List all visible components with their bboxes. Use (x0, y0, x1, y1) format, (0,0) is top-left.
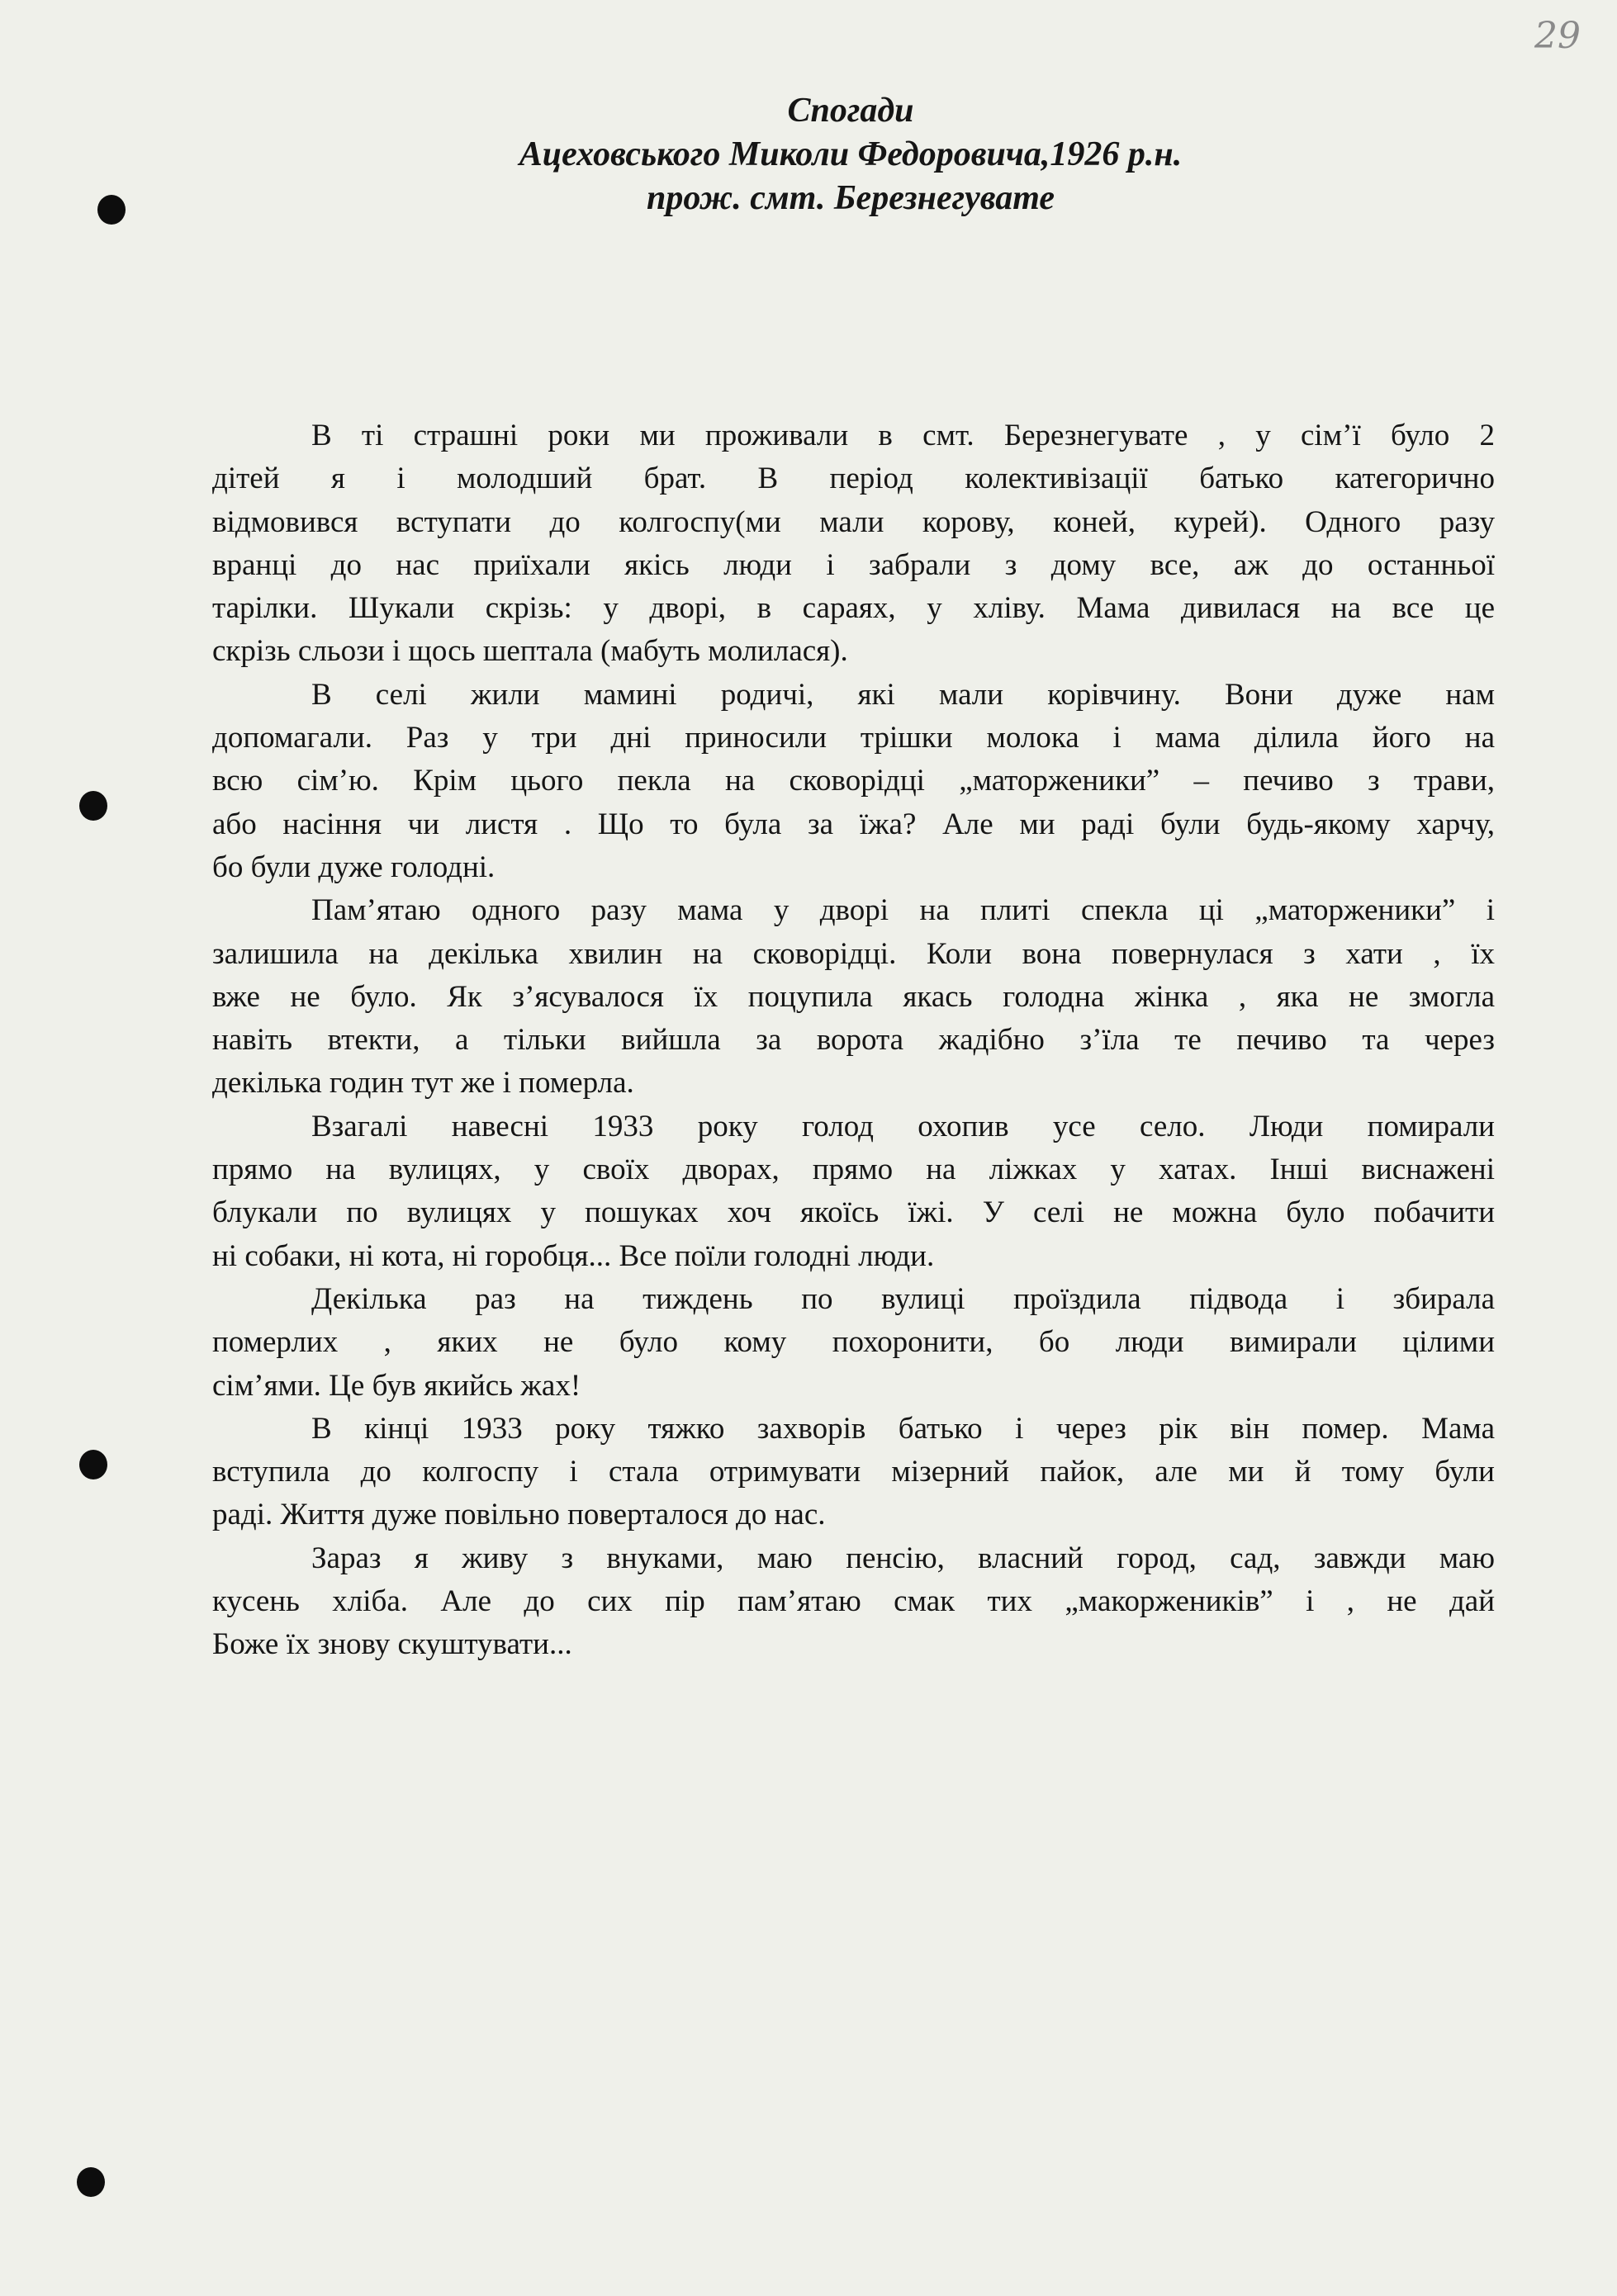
text-line: В селі жили мамині родичі, які мали корівчину. Вони дуже нам (311, 677, 1495, 712)
punch-hole (77, 2167, 105, 2197)
text-line: В ті страшні роки ми проживали в смт. Березнегувате , у сім’ї було 2 (311, 419, 1495, 452)
text-line: вступила до колгоспу і стала отримувати мізерний пайок, але ми й тому були (212, 1455, 1495, 1489)
punch-hole (79, 791, 107, 821)
text-line: всю сім’ю. Крім цього пекла на сковорідці „маторженики” – печиво з трави, (212, 764, 1495, 798)
text-line: залишила на декілька хвилин на сковорідці. Коли вона повернулася з хати , їх (212, 936, 1495, 971)
text-line: Декілька раз на тиждень по вулиці проїздила підвода і збирала (311, 1281, 1495, 1316)
text-line: вранці до нас приїхали якісь люди і забрали з дому все, аж до останньої (212, 547, 1495, 582)
text-line: прямо на вулицях, у своїх дворах, прямо на ліжках у хатах. Інші виснажені (212, 1153, 1495, 1187)
paragraph (212, 889, 1495, 1105)
text-line: ні собаки, ні кота, ні горобця... Все поїли голодні люди. (212, 1238, 935, 1273)
page-number: 29 (1534, 15, 1581, 57)
text-line: декілька годин тут же і померла. (212, 1066, 634, 1101)
text-line: сім’ями. Це був якийсь жах! (212, 1368, 581, 1403)
text-line: Пам’ятаю одного разу мама у дворі на плиті спекла ці „маторженики” і (311, 893, 1495, 928)
text-line: допомагали. Раз у три дні приносили трішки молока і мама ділила його на (212, 721, 1495, 755)
memoir-body (212, 414, 1495, 1667)
text-line: кусень хліба. Але до сих пір пам’ятаю смак тих „макоржеників” і , не дай (212, 1584, 1495, 1619)
text-line: тарілки. Шукали скрізь: у дворі, в сараях, у хліву. Мама дивилася на все це (212, 591, 1495, 626)
paragraph (212, 1408, 1495, 1537)
text-line: скрізь сльози і щось шептала (мабуть молилася). (212, 634, 848, 669)
text-line: або насіння чи листя . Що то була за їжа? Але ми раді були будь-якому харчу, (212, 807, 1495, 841)
paragraph (212, 1537, 1495, 1667)
paragraph (212, 414, 1495, 674)
text-line: раді. Життя дуже повільно поверталося до нас. (212, 1498, 826, 1532)
text-line: В кінці 1933 року тяжко захворів батько і через рік він помер. Мама (311, 1411, 1495, 1446)
text-line: Боже їх знову скуштувати... (212, 1627, 572, 1662)
text-line: бо були дуже голодні. (212, 850, 496, 884)
text-line: Зараз я живу з внуками, маю пенсію, власний город, сад, завжди маю (311, 1541, 1495, 1575)
paragraph (212, 1105, 1495, 1278)
paragraph (212, 674, 1495, 889)
title-author: Ацеховського Миколи Федоровича,1926 р.н. (519, 135, 1183, 173)
text-line: вже не було. Як з’ясувалося їх поцупила якась голодна жінка , яка не змогла (212, 979, 1495, 1014)
text-line: Взагалі навесні 1933 року голод охопив усе село. Люди помирали (311, 1109, 1495, 1143)
text-line: блукали по вулицях у пошуках хоч якоїсь їжі. У селі не можна було побачити (212, 1195, 1495, 1230)
paragraph (212, 1278, 1495, 1408)
text-line: відмовився вступати до колгоспу(ми мали корову, коней, курей). Одного разу (212, 504, 1495, 539)
text-line: померлих , яких не було кому похоронити, бо люди вимирали цілими (212, 1325, 1495, 1360)
title-residence: прож. смт. Березнегувате (646, 179, 1055, 217)
text-line: дітей я і молодший брат. В період колективізації батько категорично (212, 462, 1495, 496)
punch-hole (79, 1450, 107, 1479)
document-title (0, 89, 1617, 220)
title-heading: Спогади (787, 92, 914, 130)
text-line: навіть втекти, а тільки вийшла за ворота жадібно з’їла те печиво та через (212, 1023, 1495, 1058)
